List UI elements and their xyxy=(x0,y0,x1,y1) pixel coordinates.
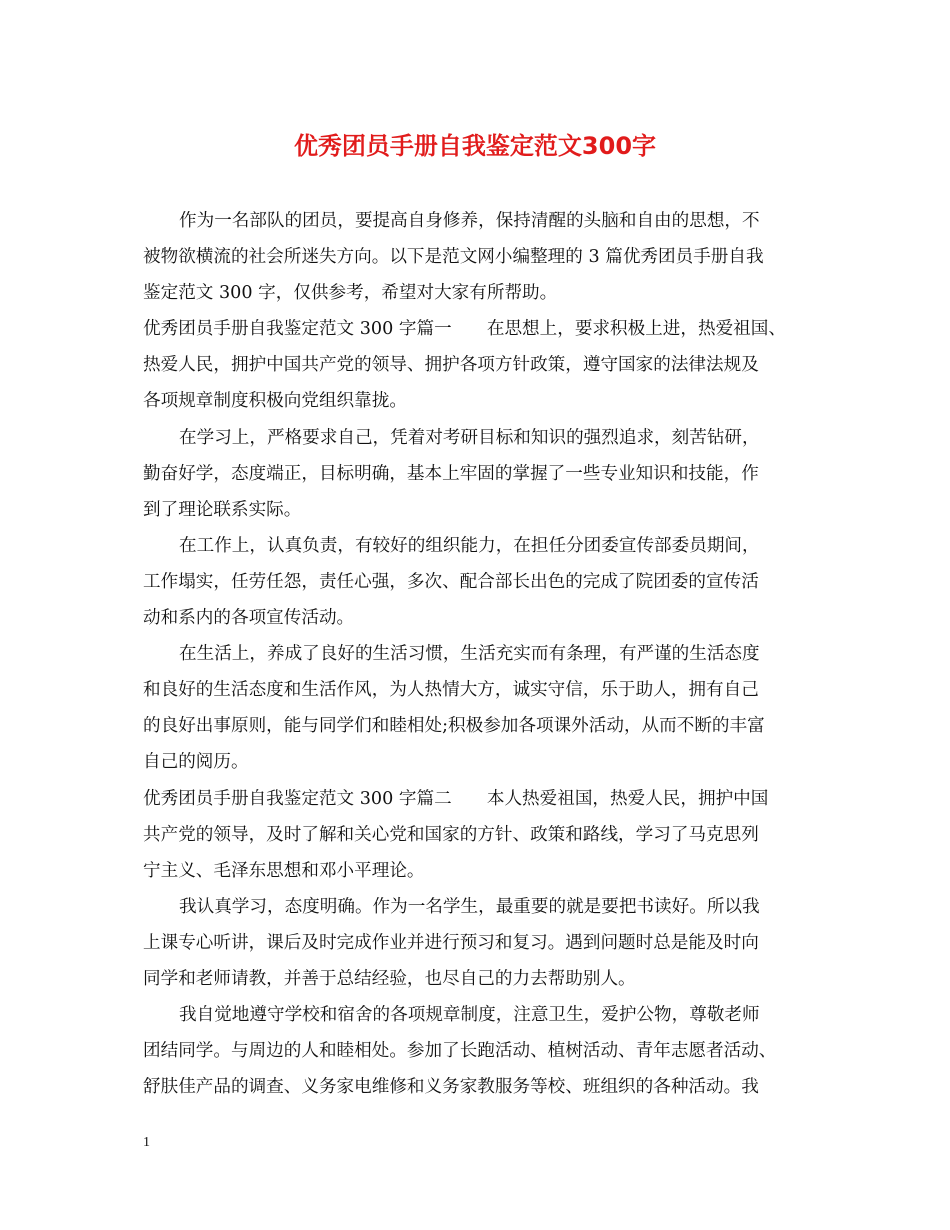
paragraph-line: 在学习上，严格要求自己，凭着对考研目标和知识的强烈追求，刻苦钻研， xyxy=(179,427,760,448)
document-body xyxy=(143,203,813,1105)
paragraph-line: 热爱人民，拥护中国共产党的领导、拥护各项方针政策，遵守国家的法律法规及 xyxy=(143,355,759,376)
paragraph-line: 各项规章制度积极向党组织靠拢。 xyxy=(143,391,407,412)
paragraph-line: 我认真学习，态度明确。作为一名学生，最重要的就是要把书读好。所以我 xyxy=(179,896,760,917)
paragraph-line: 动和系内的各项宣传活动。 xyxy=(143,608,355,629)
paragraph-line: 勤奋好学，态度端正，目标明确，基本上牢固的掌握了一些专业知识和技能，作 xyxy=(143,463,759,484)
paragraph-line: 自己的阅历。 xyxy=(143,752,249,773)
paragraph-line: 和良好的生活态度和生活作风，为人热情大方，诚实守信，乐于助人，拥有自己 xyxy=(143,680,759,701)
page-number: 1 xyxy=(143,1135,150,1150)
document-title: 优秀团员手册自我鉴定范文300字 xyxy=(293,132,657,160)
paragraph-line: 工作塌实，任劳任怨，责任心强，多次、配合部长出色的完成了院团委的宣传活 xyxy=(143,571,759,592)
paragraph-line: 的良好出事原则，能与同学们和睦相处;积极参加各项课外活动，从而不断的丰富 xyxy=(143,716,765,737)
paragraph-line: 舒肤佳产品的调查、义务家电维修和义务家教服务等校、班组织的各种活动。我 xyxy=(143,1077,759,1098)
paragraph-line: 共产党的领导，及时了解和关心党和国家的方针、政策和路线，学习了马克思列 xyxy=(143,824,759,845)
paragraph-line: 作为一名部队的团员，要提高自身修养，保持清醒的头脑和自由的思想，不 xyxy=(179,211,760,231)
paragraph-line: 上课专心听讲，课后及时完成作业并进行预习和复习。遇到问题时总是能及时向 xyxy=(143,932,759,953)
paragraph-line: 优秀团员手册自我鉴定范文 300 字篇二 本人热爱祖国，热爱人民，拥护中国 xyxy=(143,788,769,809)
paragraph-line: 团结同学。与周边的人和睦相处。参加了长跑活动、植树活动、青年志愿者活动、 xyxy=(143,1041,777,1062)
paragraph-line: 同学和老师请教，并善于总结经验，也尽自己的力去帮助别人。 xyxy=(143,968,636,989)
paragraph-line: 在工作上，认真负责，有较好的组织能力，在担任分团委宣传部委员期间， xyxy=(179,535,760,556)
paragraph-line: 被物欲横流的社会所迷失方向。以下是范文网小编整理的 3 篇优秀团员手册自我 xyxy=(143,247,764,268)
paragraph-line: 宁主义、毛泽东思想和邓小平理论。 xyxy=(143,860,425,881)
paragraph-line: 在生活上，养成了良好的生活习惯，生活充实而有条理，有严谨的生活态度 xyxy=(179,644,760,665)
paragraph-line: 鉴定范文 300 字，仅供参考，希望对大家有所帮助。 xyxy=(143,283,558,304)
paragraph-line: 优秀团员手册自我鉴定范文 300 字篇一 在思想上，要求积极上进，热爱祖国、 xyxy=(143,319,786,340)
paragraph-line: 我自觉地遵守学校和宿舍的各项规章制度，注意卫生，爱护公物，尊敬老师 xyxy=(179,1005,760,1026)
paragraph-line: 到了理论联系实际。 xyxy=(143,499,302,520)
